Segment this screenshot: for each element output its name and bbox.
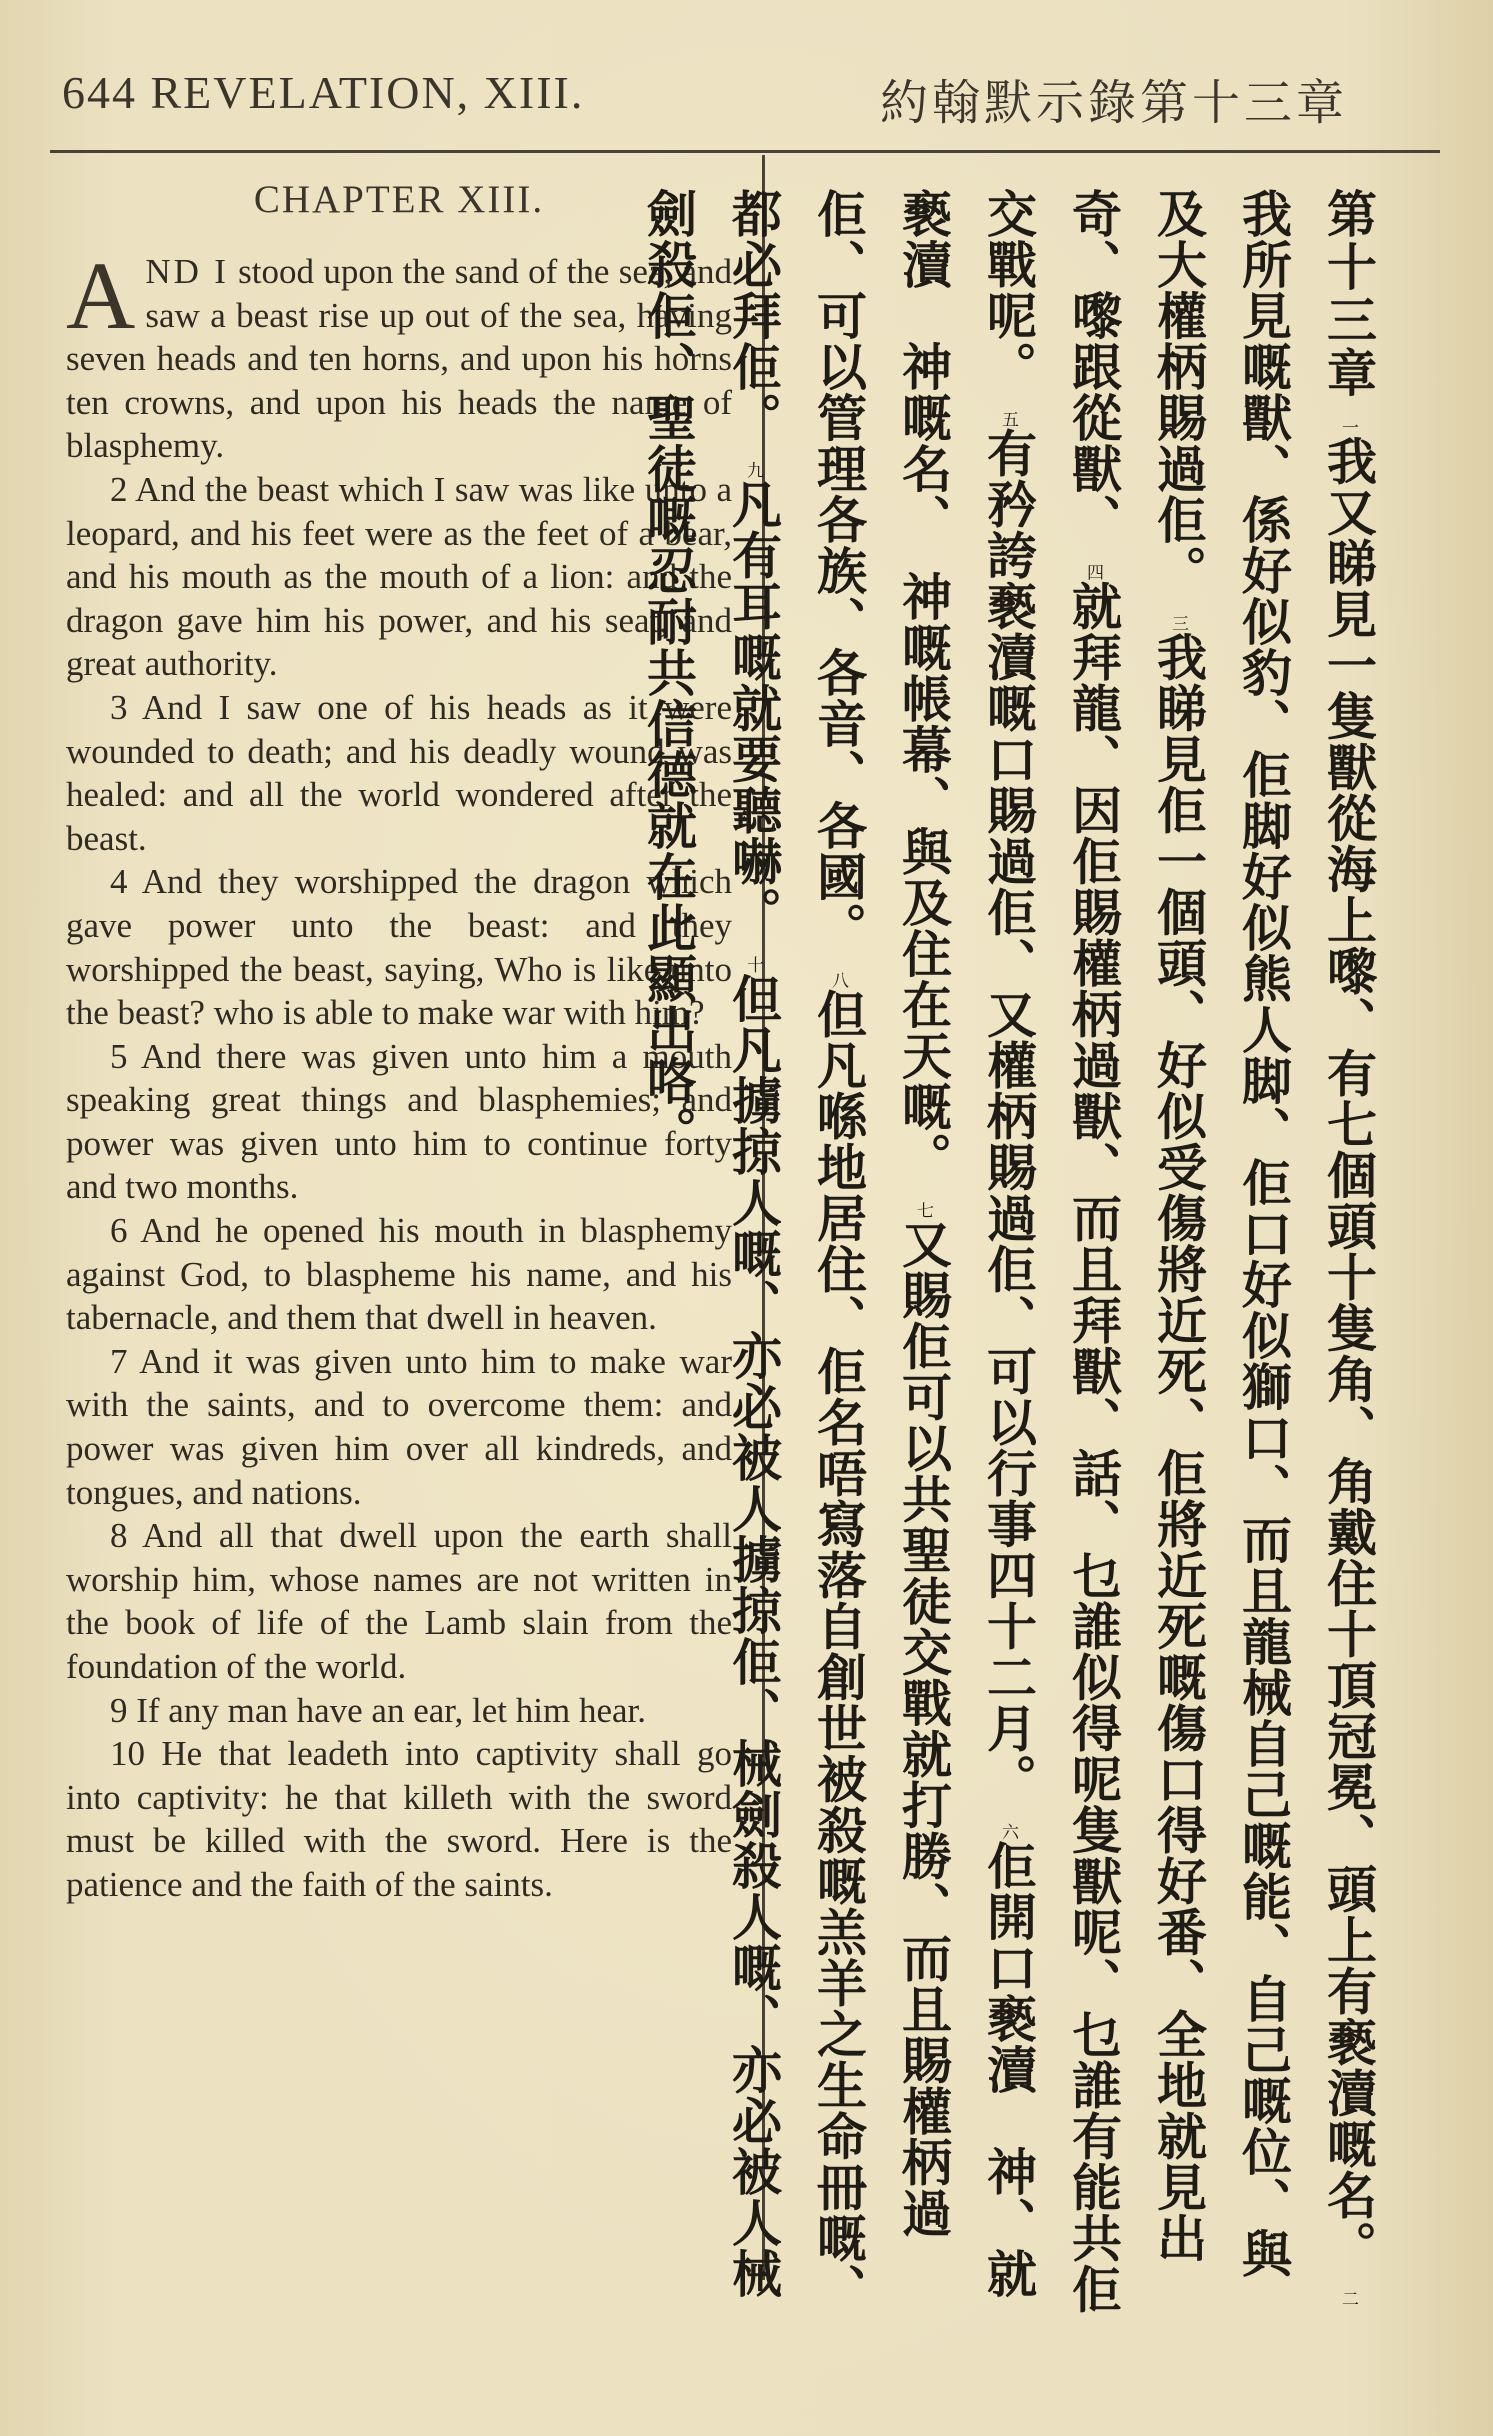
chinese-verse-number: 二 xyxy=(1338,2289,1358,2307)
english-verse-4: 4 And they worshipped the dragon which gave power unto the beast: and they worshipped the beast, saying, Who is like unto the beast? who is able to make war with him? xyxy=(66,862,732,1033)
chinese-verse-number: 七 xyxy=(913,1201,933,1219)
english-verse-3: 3 And I saw one of his heads as it were wounded to death; and his deadly wound was healed: and all the world wondered after the beast. xyxy=(66,687,732,858)
english-chapter-heading: CHAPTER XIII. xyxy=(253,178,545,221)
chinese-verse-number: 九 xyxy=(743,461,763,479)
chinese-verse-number: 一 xyxy=(1338,418,1358,436)
chinese-verse: 有矜誇褻瀆嘅口賜過佢、又權柄賜過佢、可以行事四十二月。 xyxy=(979,427,1037,1805)
header-rule xyxy=(50,150,1440,153)
verse-1-first-words: ND I xyxy=(145,252,229,291)
chinese-verse-number: 十 xyxy=(743,955,763,973)
english-verse-10: 10 He that leadeth into captivity shall go into captivity: he that killeth with the sword must be killed with the sword. Here is the patience and the faith of the saints. xyxy=(66,1734,732,1904)
english-verse-8: 8 And all that dwell upon the earth shall worship him, whose names are not written in the book of life of the Lamb slain from the foundation of the world. xyxy=(66,1516,732,1686)
chinese-verse-number: 五 xyxy=(998,410,1018,428)
english-verse-5: 5 And there was given unto him a mouth speaking great things and blasphemies; and power was given unto him to continue forty and two months. xyxy=(66,1036,732,1207)
chinese-verse: 但凡喺地居住、佢名唔寫落自創世被殺嘅羔羊之生命冊嘅、都必拜佢。 xyxy=(724,188,867,2315)
chinese-verse: 佢開口褻瀆 神、就褻瀆 神嘅名、 神嘅帳幕、與及住在天嘅。 xyxy=(894,188,1037,2299)
chinese-verse: 但凡擄掠人嘅、亦必被人擄掠佢、械劍殺人嘅、亦必被人械劍殺佢、聖徒嘅忍耐共信德就在此顯出咯。 xyxy=(639,188,782,2299)
english-verse-7: 7 And it was given unto him to make war with the saints, and to overcome them: and power was given him over all kindreds, and tongues, and nations. xyxy=(66,1341,732,1512)
drop-cap-letter: A xyxy=(66,242,136,349)
chinese-chapter-heading: 第十三章 xyxy=(1319,188,1377,400)
chinese-verse: 我所見嘅獸、係好似豹、佢脚好似熊人脚、佢口好似獅口、而且龍械自己嘅能、自己嘅位、與及大權柄賜過佢。 xyxy=(1149,188,1292,2279)
chinese-verse-number: 四 xyxy=(1083,563,1103,581)
verse-1-text: stood upon the sand of the sea, and saw a beast rise up out of the sea, having seven heads and ten horns, and upon his horns ten crowns, and upon his heads the name of blasphemy. xyxy=(66,252,732,466)
chinese-verse: 就拜龍、因佢賜權柄過獸、而且拜獸、話、乜誰似得呢隻獸呢、乜誰有能共佢交戰呢。 xyxy=(979,188,1122,2315)
english-verse-2: 2 And the beast which I saw was like unto a leopard, and his feet were as the feet of a bear, and his mouth as the mouth of a lion: and the dragon gave him his power, and his seat, and great authority. xyxy=(66,469,732,684)
chinese-verse: 我睇見佢一個頭、好似受傷將近死、佢將近死嘅傷口得好番、全地就見出奇、嚟跟從獸、 xyxy=(1064,188,1207,2264)
page-header-english: 644 REVELATION, XIII. xyxy=(62,67,585,118)
chinese-verse: 我又睇見一隻獸從海上嚟、有七個頭十隻角、角戴住十頂冠冕、頭上有褻瀆嘅名。 xyxy=(1319,435,1377,2272)
chinese-verse: 凡有耳嘅就要聽嚇。 xyxy=(724,478,782,938)
english-verse-9: 9 If any man have an ear, let him hear. xyxy=(110,1690,647,1730)
chinese-verse: 又賜佢可以共聖徒交戰就打勝、而且賜權柄過佢、可以管理各族、各音、各國。 xyxy=(809,188,952,2239)
chinese-verse-number: 三 xyxy=(1168,614,1188,632)
chinese-column xyxy=(639,188,1390,2328)
page-header-chinese: 約翰默示錄第十三章 xyxy=(880,77,1349,130)
english-verse-6: 6 And he opened his mouth in blasphemy against God, to blaspheme his name, and his tabernacle, and them that dwell in heaven. xyxy=(66,1211,732,1338)
chinese-verse-number: 八 xyxy=(828,971,848,989)
chinese-verse-number: 六 xyxy=(998,1822,1018,1840)
